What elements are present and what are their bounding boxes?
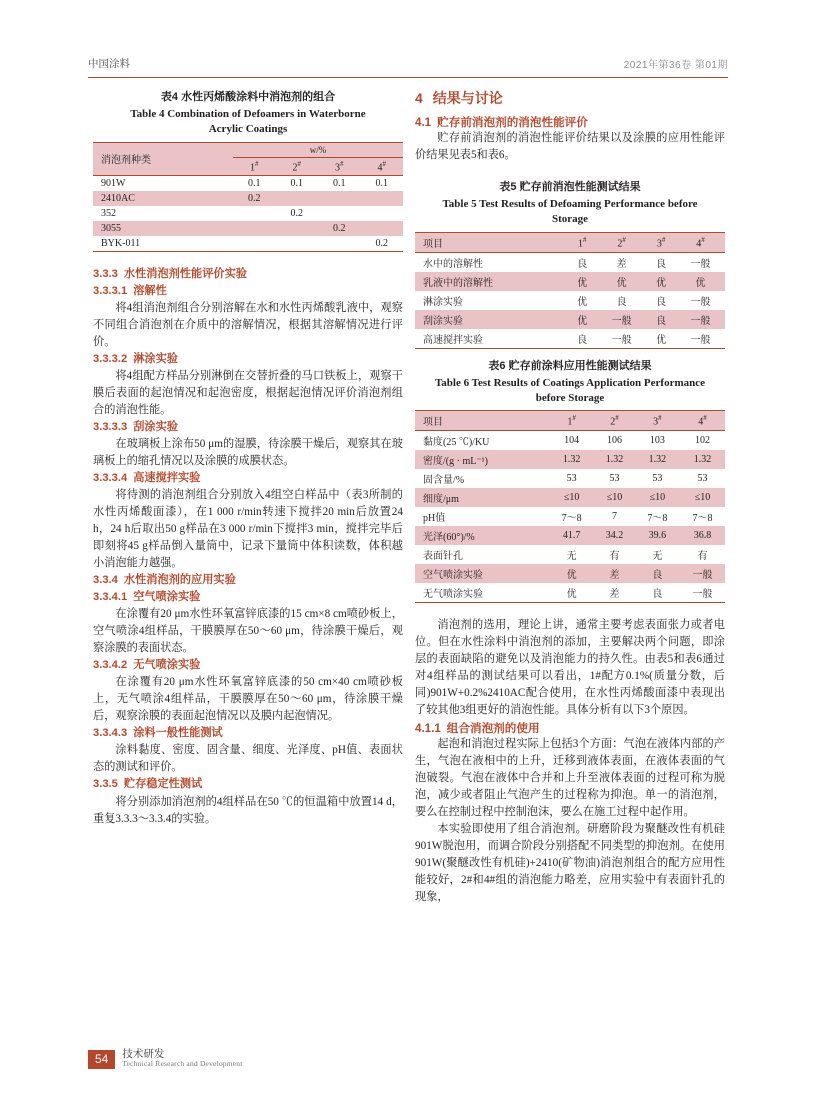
table6-row0-name: 黏度(25 ℃)/KU bbox=[423, 437, 490, 449]
table6-row0-v3: 102 bbox=[694, 435, 710, 447]
heading-3.3.5-num: 3.3.5 bbox=[93, 778, 118, 791]
issue-info: 2021年第36卷 第01期 bbox=[623, 60, 728, 71]
heading-3.3.4.3 bbox=[93, 725, 403, 742]
table5-row4-v2: 优 bbox=[656, 334, 667, 346]
table6-row1-v2: 1.32 bbox=[648, 454, 667, 466]
table6-row5-v0: 41.7 bbox=[562, 530, 581, 542]
table6-title-cn: 表6 贮存前涂料应用性能测试结果 bbox=[488, 359, 652, 372]
table4-row3-name: 3055 bbox=[101, 223, 121, 235]
table4-col-2: 2# bbox=[292, 159, 302, 174]
table6-row0-v2: 103 bbox=[649, 435, 665, 447]
heading-3.3.4.1-text: 空气喷涂实验 bbox=[133, 591, 201, 604]
table6-row3-v3: ≤10 bbox=[694, 492, 711, 504]
table4-row0-v1: 0.1 bbox=[290, 178, 304, 190]
heading-4.1.1-num: 4.1.1 bbox=[415, 721, 441, 735]
table6-row4-v2: 7～8 bbox=[647, 513, 668, 525]
table5-row0-v1: 差 bbox=[616, 258, 627, 270]
para-discussion-1: 消泡剂的选用，理论上讲，通常主要考虑表面张力或者电位。但在水性涂料中消泡剂的添加，主要解决两个问题，即涂层的表面缺陷的避免以及消泡能力的持久性。由表5和表6通过对4组样品的测试结果可以看出，1#配方0.1%(质量分数，后同)901W+0.2%2410AC配合使用，在水性丙烯酸面漆中表现出了较其他3组更好的消泡性能。具体分析有以下3个原因。 bbox=[415, 619, 725, 717]
table4-row4-v1 bbox=[276, 236, 318, 252]
table-row bbox=[415, 291, 725, 310]
table5-row3-v1: 一般 bbox=[611, 315, 632, 327]
heading-3.3.4.1 bbox=[93, 589, 403, 606]
table6-row0-v1: 106 bbox=[607, 435, 623, 447]
table6-col0-header: 项目 bbox=[423, 417, 443, 429]
heading-3.3.3.2-num: 3.3.3.2 bbox=[93, 353, 128, 366]
table-row bbox=[415, 488, 725, 507]
table6-row8-v2: 良 bbox=[652, 589, 663, 601]
heading-4.1.1-text: 组合消泡剂的使用 bbox=[446, 721, 540, 735]
table6-row2-v3: 53 bbox=[697, 473, 708, 485]
table5-row3-v0: 优 bbox=[577, 315, 588, 327]
table5-col-3: 3# bbox=[656, 235, 666, 249]
table6-row7-v1: 差 bbox=[609, 570, 620, 582]
table-row bbox=[415, 329, 725, 349]
table6-row2-v2: 53 bbox=[652, 473, 663, 485]
heading-3.3.4-text: 水性消泡剂的应用实验 bbox=[123, 574, 236, 587]
table6-title-en-line2: before Storage bbox=[535, 391, 605, 404]
table-row bbox=[415, 564, 725, 583]
table6-row1-v1: 1.32 bbox=[605, 454, 624, 466]
table5-col-2: 2# bbox=[617, 235, 626, 249]
table4-row0-v2: 0.1 bbox=[332, 178, 346, 190]
table5-row1-v0: 优 bbox=[577, 277, 588, 289]
table4-row3-v0 bbox=[233, 221, 275, 236]
table4-title-en bbox=[93, 107, 403, 137]
heading-3.3.3.4-num: 3.3.3.4 bbox=[93, 472, 128, 485]
table4-col0-header: 消泡剂种类 bbox=[101, 155, 151, 167]
table4-row3-v1 bbox=[276, 221, 318, 236]
para-3.3.5: 将分别添加消泡剂的4组样品在50 ℃的恒温箱中放置14 d，重复3.3.3～3.3.4的实验。 bbox=[93, 795, 403, 825]
table4-col-1: 1# bbox=[250, 159, 259, 174]
table6-row6-v2: 无 bbox=[652, 551, 663, 563]
heading-3.3.3.4-text: 高速搅拌实验 bbox=[133, 472, 201, 485]
table5-row3-v2: 良 bbox=[656, 315, 667, 327]
table6-row2-name: 固含量/% bbox=[423, 475, 465, 487]
table6-row3-v2: ≤10 bbox=[649, 492, 666, 504]
table-row bbox=[415, 583, 725, 603]
table5-row2-v0: 优 bbox=[577, 296, 588, 308]
table-row bbox=[93, 176, 403, 192]
heading-3.3.4 bbox=[93, 572, 403, 589]
table-row bbox=[415, 507, 725, 526]
para-3.3.3.3: 在玻璃板上涂布50 μm的湿膜，待涂膜干燥后，观察其在玻璃板上的缩孔情况以及涂膜的成膜状态。 bbox=[93, 438, 403, 468]
table4 bbox=[93, 142, 403, 252]
heading-3.3.4.2-text: 无气喷涂实验 bbox=[133, 659, 201, 672]
table5-row2-v1: 良 bbox=[616, 296, 627, 308]
table6-row0-v0: 104 bbox=[564, 435, 580, 447]
table4-col-4: 4# bbox=[377, 159, 386, 174]
table4-row3-v3 bbox=[360, 221, 403, 236]
heading-3.3.3.3-text: 刮涂实验 bbox=[133, 421, 178, 434]
table6-row7-v0: 优 bbox=[566, 570, 577, 582]
table6-col-4: 4# bbox=[698, 414, 707, 428]
para-3.3.4.1: 在涂覆有20 μm水性环氧富锌底漆的15 cm×8 cm喷砂板上，空气喷涂4组样品，干膜膜厚在50～60 μm，待涂膜干燥后，观察涂膜的表面状态。 bbox=[93, 608, 403, 655]
table5-title-en-line2: Storage bbox=[551, 212, 589, 225]
table4-row2-v1: 0.2 bbox=[290, 208, 304, 220]
heading-3.3.3 bbox=[93, 266, 403, 283]
heading-3.3.3-text: 水性消泡剂性能评价实验 bbox=[123, 268, 247, 281]
heading-3.3.3.1-text: 溶解性 bbox=[133, 285, 167, 298]
table4-row1-name: 2410AC bbox=[101, 193, 135, 205]
table4-row1-v0: 0.2 bbox=[248, 193, 261, 205]
table-row bbox=[415, 272, 725, 291]
heading-section-4.1 bbox=[415, 114, 725, 130]
table6-col-2: 2# bbox=[610, 414, 619, 428]
heading-3.3.4.3-num: 3.3.4.3 bbox=[93, 727, 128, 740]
heading-4-text: 结果与讨论 bbox=[432, 90, 503, 106]
table-row bbox=[93, 206, 403, 221]
table4-title-cn: 表4 水性丙烯酸涂料中消泡剂的组合 bbox=[160, 91, 336, 103]
table6-row3-v0: ≤10 bbox=[563, 492, 580, 504]
table6-row5-v1: 34.2 bbox=[605, 530, 624, 542]
heading-3.3.3.4 bbox=[93, 470, 403, 487]
table4-row0-v0: 0.1 bbox=[248, 178, 261, 190]
table5-row2-v2: 良 bbox=[656, 296, 667, 308]
page-number: 54 bbox=[88, 1050, 115, 1069]
table5-row1-v3: 优 bbox=[695, 277, 706, 289]
table6-row3-name: 细度/μm bbox=[423, 494, 459, 506]
footer-section-cn: 技术研发 bbox=[122, 1048, 165, 1061]
table5-row0-v3: 一般 bbox=[690, 258, 711, 270]
table6-row5-name: 光泽(60°)/% bbox=[423, 532, 475, 544]
table4-row4-v3: 0.2 bbox=[375, 238, 388, 250]
footer-section-en: Technical Research and Development bbox=[122, 1059, 243, 1069]
table5-row0-name: 水中的溶解性 bbox=[423, 258, 483, 270]
heading-3.3.3.2 bbox=[93, 351, 403, 368]
table4-row2-name: 352 bbox=[101, 208, 116, 220]
table6-row2-v1: 53 bbox=[609, 473, 620, 485]
table4-header-row-1 bbox=[93, 142, 403, 157]
table5-row2-v3: 一般 bbox=[690, 296, 711, 308]
heading-4-num: 4 bbox=[415, 90, 423, 106]
table6-row4-name: pH值 bbox=[423, 513, 446, 525]
heading-3.3.4.1-num: 3.3.4.1 bbox=[93, 591, 128, 604]
table6-row2-v0: 53 bbox=[566, 473, 577, 485]
para-3.3.3.2: 将4组配方样品分别淋倒在交替折叠的马口铁板上，观察干膜后表面的起泡情况和起泡密度，根据起泡情况评价消泡剂组合的消泡性能。 bbox=[93, 370, 403, 417]
heading-3.3.4.2-num: 3.3.4.2 bbox=[93, 659, 128, 672]
table6-row8-v0: 优 bbox=[566, 589, 577, 601]
table4-title-en-line1: Table 4 Combination of Defoamers in Waterborne bbox=[130, 108, 366, 120]
table5-header-row bbox=[415, 232, 725, 252]
table-row bbox=[415, 431, 725, 451]
heading-3.3.3.1-num: 3.3.3.1 bbox=[93, 285, 128, 298]
heading-4.1-num: 4.1 bbox=[415, 116, 432, 129]
para-3.3.4.3: 涂料黏度、密度、固含量、细度、光泽度、pH值、表面状态的测试和评价。 bbox=[93, 744, 403, 774]
table5-row0-v0: 良 bbox=[577, 258, 588, 270]
table-row bbox=[93, 236, 403, 252]
table6-row5-v3: 36.8 bbox=[693, 530, 712, 542]
table-row bbox=[415, 469, 725, 488]
table5-title-en-line1: Table 5 Test Results of Defoaming Performance before bbox=[442, 198, 698, 211]
table6 bbox=[415, 410, 725, 603]
table4-col-3: 3# bbox=[334, 159, 344, 174]
page-header bbox=[88, 56, 728, 78]
table5-title-cn: 表5 贮存前消泡性能测试结果 bbox=[499, 181, 641, 194]
table6-row7-name: 空气喷涂实验 bbox=[423, 570, 483, 582]
table6-title-en bbox=[415, 376, 725, 406]
heading-3.3.4.2 bbox=[93, 657, 403, 674]
table6-row3-v1: ≤10 bbox=[606, 492, 623, 504]
table6-row1-v0: 1.32 bbox=[562, 454, 581, 466]
table5-row2-name: 淋涂实验 bbox=[423, 296, 463, 308]
table6-row4-v3: 7～8 bbox=[692, 513, 713, 525]
page-footer bbox=[88, 1048, 243, 1069]
table5-row0-v2: 良 bbox=[656, 258, 667, 270]
heading-3.3.3.3 bbox=[93, 419, 403, 436]
table5-row1-name: 乳液中的溶解性 bbox=[423, 277, 493, 289]
table5-row4-v1: 一般 bbox=[611, 334, 632, 346]
table5-col-1: 1# bbox=[577, 235, 587, 249]
journal-name: 中国涂料 bbox=[88, 58, 130, 70]
table5 bbox=[415, 232, 725, 349]
table4-row0-v3: 0.1 bbox=[375, 178, 388, 190]
heading-3.3.4-num: 3.3.4 bbox=[93, 574, 118, 587]
table4-row2-v2 bbox=[318, 206, 360, 221]
left-column bbox=[93, 88, 403, 828]
heading-4.1-text: 贮存前消泡剂的消泡性能评价 bbox=[437, 116, 588, 129]
para-3.3.3.1: 将4组消泡剂组合分别溶解在水和水性丙烯酸乳液中，观察不同组合消泡剂在介质中的溶解情况，根据其溶解情况进行评价。 bbox=[93, 302, 403, 349]
table6-col-1: 1# bbox=[567, 414, 576, 428]
table-row bbox=[415, 450, 725, 469]
table6-row6-v1: 有 bbox=[609, 551, 620, 563]
table5-row3-name: 刮涂实验 bbox=[423, 315, 463, 327]
table5-row3-v3: 一般 bbox=[690, 315, 711, 327]
table5-row4-v0: 良 bbox=[577, 334, 588, 346]
table-row bbox=[93, 221, 403, 236]
table5-row1-v1: 优 bbox=[616, 277, 627, 289]
heading-3.3.5-text: 贮存稳定性测试 bbox=[123, 778, 203, 791]
table5-row4-v3: 一般 bbox=[690, 334, 711, 346]
table-row bbox=[415, 545, 725, 564]
table6-row6-v0: 无 bbox=[566, 551, 577, 563]
table6-row4-v0: 7～8 bbox=[561, 513, 582, 525]
table4-row2-v3 bbox=[360, 206, 403, 221]
table6-row6-v3: 有 bbox=[697, 551, 708, 563]
para-3.3.4.2: 在涂覆有20 μm水性环氧富锌底漆的50 cm×40 cm喷砂板上，无气喷涂4组样品，干膜膜厚在50～60 μm，待涂膜干燥后，观察涂膜的表面起泡情况以及膜内起泡情况。 bbox=[93, 676, 403, 723]
table-row bbox=[415, 310, 725, 329]
table5-row4-name: 高速搅拌实验 bbox=[423, 334, 483, 346]
table6-row6-name: 表面针孔 bbox=[423, 551, 463, 563]
table4-row1-v3 bbox=[360, 191, 403, 206]
table4-row4-v2 bbox=[318, 236, 360, 252]
table5-col0-header: 项目 bbox=[423, 238, 443, 250]
table5-col-4: 4# bbox=[696, 235, 705, 249]
para-discussion-3: 本实验即使用了组合消泡剂。研磨阶段为聚醚改性有机硅901W脱泡用，而调合阶段分别搭配不同类型的抑泡剂。在使用901W(聚醚改性有机硅)+2410(矿物油)消泡剂组合的配方应用性能较好，2#和4#组的消泡能力略差，应用实验中有表面针孔的现象， bbox=[415, 822, 725, 903]
table4-row0-name: 901W bbox=[101, 178, 126, 190]
table-row bbox=[415, 252, 725, 272]
table4-row2-v0 bbox=[233, 206, 275, 221]
table-row bbox=[93, 191, 403, 206]
heading-3.3.4.3-text: 涂料一般性能测试 bbox=[133, 727, 223, 740]
table4-row4-v0 bbox=[233, 236, 275, 252]
table4-row1-v1 bbox=[276, 191, 318, 206]
heading-3.3.3.2-text: 淋涂实验 bbox=[133, 353, 178, 366]
heading-section-4 bbox=[415, 88, 725, 108]
table6-row1-name: 密度/(g · mL⁻¹) bbox=[423, 456, 488, 468]
table6-row1-v3: 1.32 bbox=[693, 454, 712, 466]
para-discussion-2: 起泡和消泡过程实际上包括3个方面：气泡在液体内部的产生，气泡在液相中的上升，迁移到液体表面，在液体表面的气泡破裂。气泡在液体中合并和上升至液体表面的过程可称为脱泡，减少或者阻止气泡产生的过程称为抑泡。单一的消泡剂，要么在控制过程中控制泡沫，要么在施工过程中起作用。 bbox=[415, 737, 725, 818]
para-3.3.3.4: 将待测的消泡剂组合分别放入4组空白样品中（表3所制的水性丙烯酸面漆），在1 000 r/min转速下搅拌20 min后放置24 h，24 h后取出50 g样品在3 000 r/min下搅拌3 min，搅拌完毕后即刻将45 g样品倒入量筒中，记录下量筒中体积读数，体积越小消泡能力越强。 bbox=[93, 489, 403, 570]
table6-row8-v3: 一般 bbox=[692, 589, 713, 601]
para-4.1: 贮存前消泡剂的消泡性能评价结果以及涂膜的应用性能评价结果见表5和表6。 bbox=[415, 132, 725, 162]
table6-header-row bbox=[415, 411, 725, 431]
table6-row4-v1: 7 bbox=[612, 511, 618, 523]
heading-3.3.5 bbox=[93, 776, 403, 793]
table6-row5-v2: 39.6 bbox=[648, 530, 667, 542]
table4-span-header: w/% bbox=[233, 142, 403, 157]
table5-row1-v2: 优 bbox=[656, 277, 667, 289]
heading-3.3.3.1 bbox=[93, 283, 403, 300]
table6-row8-v1: 差 bbox=[609, 589, 620, 601]
table4-row3-v2: 0.2 bbox=[332, 223, 346, 235]
table6-title-en-line1: Table 6 Test Results of Coatings Application Performance bbox=[434, 376, 705, 389]
table-row bbox=[415, 526, 725, 545]
heading-section-4.1.1 bbox=[415, 720, 725, 736]
heading-3.3.3.3-num: 3.3.3.3 bbox=[93, 421, 128, 434]
table5-title-en bbox=[415, 197, 725, 227]
table6-row8-name: 无气喷涂实验 bbox=[423, 589, 483, 601]
table4-row1-v2 bbox=[318, 191, 360, 206]
table6-col-3: 3# bbox=[653, 414, 662, 428]
table4-row4-name: BYK-011 bbox=[101, 238, 141, 250]
footer-section bbox=[122, 1048, 242, 1069]
table6-row7-v2: 良 bbox=[652, 570, 663, 582]
table4-title-en-line2: Acrylic Coatings bbox=[208, 122, 288, 135]
heading-3.3.3-num: 3.3.3 bbox=[93, 268, 118, 281]
table6-row7-v3: 一般 bbox=[692, 570, 713, 582]
right-column bbox=[415, 88, 725, 906]
